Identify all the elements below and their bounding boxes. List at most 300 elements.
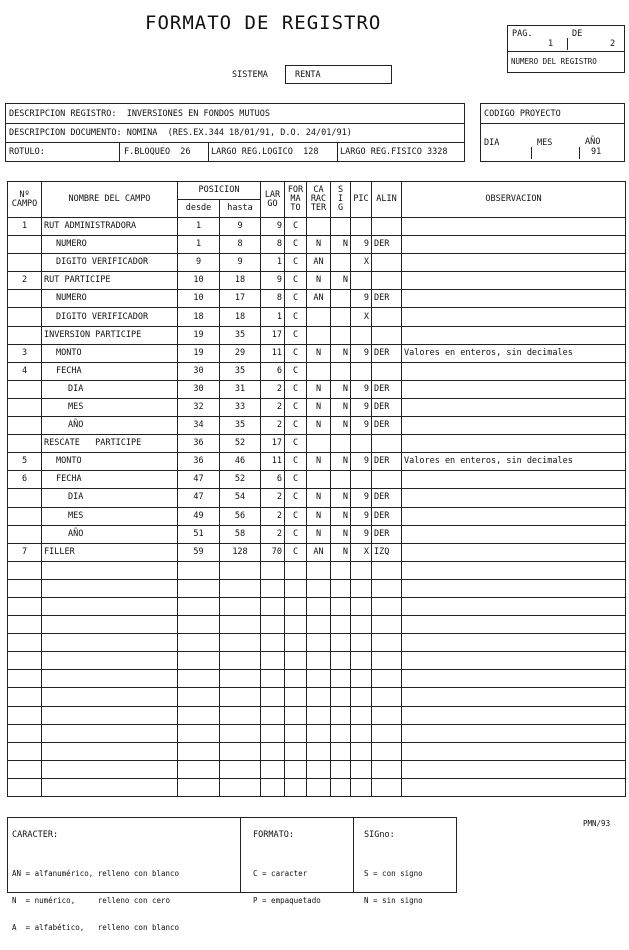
cell-no bbox=[8, 435, 42, 453]
cell-desde: 19 bbox=[178, 344, 220, 362]
cell-obs bbox=[402, 218, 626, 236]
empty-cell bbox=[402, 778, 626, 796]
empty-cell bbox=[42, 561, 178, 579]
table-row bbox=[8, 398, 626, 416]
cell-largo: 1 bbox=[261, 308, 285, 326]
cell-sig bbox=[331, 326, 351, 344]
empty-cell bbox=[8, 616, 42, 634]
cell-sig: N bbox=[331, 236, 351, 254]
empty-cell bbox=[8, 561, 42, 579]
cell-car: N bbox=[307, 398, 331, 416]
cell-obs bbox=[402, 398, 626, 416]
signo-line: N = sin signo bbox=[364, 896, 423, 905]
cell-fmt: C bbox=[285, 326, 307, 344]
empty-cell bbox=[351, 688, 372, 706]
empty-cell bbox=[261, 688, 285, 706]
cell-name: FECHA bbox=[42, 362, 178, 380]
pag-label: PAG. bbox=[512, 29, 533, 39]
cell-name: MONTO bbox=[42, 344, 178, 362]
empty-cell bbox=[8, 760, 42, 778]
cell-name: RUT PARTICIPE bbox=[42, 272, 178, 290]
cell-car: N bbox=[307, 525, 331, 543]
empty-cell bbox=[285, 616, 307, 634]
cell-sig bbox=[331, 308, 351, 326]
date-divider-1 bbox=[531, 147, 532, 159]
empty-cell bbox=[8, 579, 42, 597]
empty-cell bbox=[402, 724, 626, 742]
empty-cell bbox=[372, 634, 402, 652]
cell-pic: 9 bbox=[351, 236, 372, 254]
empty-cell bbox=[8, 706, 42, 724]
cell-pic: 9 bbox=[351, 507, 372, 525]
cell-no bbox=[8, 398, 42, 416]
cell-sig: N bbox=[331, 398, 351, 416]
cell-name: NUMERO bbox=[42, 236, 178, 254]
cell-obs bbox=[402, 507, 626, 525]
cell-hasta: 33 bbox=[220, 398, 261, 416]
cell-obs bbox=[402, 272, 626, 290]
formato-line: P = empaquetado bbox=[253, 896, 321, 905]
cell-largo: 6 bbox=[261, 471, 285, 489]
cell-desde: 18 bbox=[178, 308, 220, 326]
empty-cell bbox=[307, 724, 331, 742]
cell-alin bbox=[372, 218, 402, 236]
cell-car: N bbox=[307, 507, 331, 525]
codigo-line bbox=[481, 123, 624, 124]
cell-largo: 6 bbox=[261, 362, 285, 380]
rotulo-divider bbox=[119, 142, 120, 161]
cell-pic: X bbox=[351, 308, 372, 326]
empty-cell bbox=[42, 760, 178, 778]
cell-desde: 47 bbox=[178, 489, 220, 507]
empty-cell bbox=[307, 778, 331, 796]
empty-cell bbox=[351, 760, 372, 778]
empty-cell bbox=[351, 579, 372, 597]
cell-no bbox=[8, 489, 42, 507]
signo-title: SIGno: bbox=[364, 830, 395, 840]
cell-car bbox=[307, 326, 331, 344]
empty-cell bbox=[351, 652, 372, 670]
cell-largo: 2 bbox=[261, 525, 285, 543]
empty-cell bbox=[42, 634, 178, 652]
table-row bbox=[8, 453, 626, 471]
cell-name: DIA bbox=[42, 489, 178, 507]
cell-sig: N bbox=[331, 380, 351, 398]
cell-sig: N bbox=[331, 543, 351, 561]
table-row bbox=[8, 272, 626, 290]
cell-sig bbox=[331, 471, 351, 489]
pag-divider bbox=[567, 38, 568, 50]
empty-cell bbox=[42, 742, 178, 760]
description-block bbox=[5, 103, 465, 162]
empty-cell bbox=[285, 561, 307, 579]
cell-no: 7 bbox=[8, 543, 42, 561]
cell-hasta: 9 bbox=[220, 218, 261, 236]
cell-hasta: 52 bbox=[220, 435, 261, 453]
empty-cell bbox=[402, 597, 626, 615]
cell-name: RUT ADMINISTRADORA bbox=[42, 218, 178, 236]
largo-fisico: LARGO REG.FISICO 3328 bbox=[340, 147, 448, 157]
empty-cell bbox=[178, 616, 220, 634]
cell-fmt: C bbox=[285, 453, 307, 471]
cell-hasta: 35 bbox=[220, 326, 261, 344]
header-observacion: OBSERVACION bbox=[402, 182, 626, 218]
cell-fmt: C bbox=[285, 525, 307, 543]
table-row bbox=[8, 380, 626, 398]
caracter-line: AN = alfanumérico, relleno con blanco bbox=[12, 869, 180, 878]
cell-alin bbox=[372, 471, 402, 489]
cell-fmt: C bbox=[285, 471, 307, 489]
cell-pic: 9 bbox=[351, 525, 372, 543]
cell-desde: 1 bbox=[178, 236, 220, 254]
empty-cell bbox=[351, 670, 372, 688]
cell-obs bbox=[402, 380, 626, 398]
table-row bbox=[8, 525, 626, 543]
cell-no bbox=[8, 380, 42, 398]
table-row bbox=[8, 362, 626, 380]
empty-cell bbox=[307, 561, 331, 579]
cell-pic: 9 bbox=[351, 489, 372, 507]
document-title: FORMATO DE REGISTRO bbox=[145, 12, 382, 34]
numero-registro-label: NUMERO DEL REGISTRO bbox=[511, 57, 597, 66]
signo-legend bbox=[364, 851, 423, 923]
empty-cell bbox=[8, 670, 42, 688]
empty-cell bbox=[351, 616, 372, 634]
cell-desde: 10 bbox=[178, 290, 220, 308]
empty-cell bbox=[261, 724, 285, 742]
cell-obs bbox=[402, 471, 626, 489]
table-row bbox=[8, 218, 626, 236]
empty-cell bbox=[178, 706, 220, 724]
cell-largo: 17 bbox=[261, 435, 285, 453]
cell-largo: 70 bbox=[261, 543, 285, 561]
cell-sig: N bbox=[331, 417, 351, 435]
cell-alin: DER bbox=[372, 380, 402, 398]
cell-pic: 9 bbox=[351, 290, 372, 308]
empty-row bbox=[8, 670, 626, 688]
cell-desde: 19 bbox=[178, 326, 220, 344]
cell-desde: 32 bbox=[178, 398, 220, 416]
empty-row bbox=[8, 778, 626, 796]
empty-row bbox=[8, 706, 626, 724]
cell-pic: 9 bbox=[351, 344, 372, 362]
cell-fmt: C bbox=[285, 489, 307, 507]
cell-no: 2 bbox=[8, 272, 42, 290]
caracter-line: N = numérico, relleno con cero bbox=[12, 896, 171, 905]
cell-alin bbox=[372, 362, 402, 380]
table-row bbox=[8, 489, 626, 507]
cell-obs bbox=[402, 254, 626, 272]
cell-pic: 9 bbox=[351, 380, 372, 398]
empty-cell bbox=[331, 706, 351, 724]
empty-cell bbox=[372, 706, 402, 724]
cell-obs bbox=[402, 435, 626, 453]
cell-obs bbox=[402, 308, 626, 326]
cell-sig bbox=[331, 254, 351, 272]
empty-cell bbox=[402, 616, 626, 634]
table-row bbox=[8, 290, 626, 308]
empty-cell bbox=[178, 670, 220, 688]
cell-no bbox=[8, 290, 42, 308]
cell-name: NUMERO bbox=[42, 290, 178, 308]
empty-cell bbox=[285, 688, 307, 706]
cell-obs bbox=[402, 236, 626, 254]
empty-cell bbox=[402, 652, 626, 670]
cell-name: DIA bbox=[42, 380, 178, 398]
cell-fmt: C bbox=[285, 290, 307, 308]
table-row bbox=[8, 417, 626, 435]
caracter-line: A = alfabético, relleno con blanco bbox=[12, 923, 180, 932]
cell-car: AN bbox=[307, 543, 331, 561]
cell-car bbox=[307, 218, 331, 236]
cell-largo: 17 bbox=[261, 326, 285, 344]
cell-no: 1 bbox=[8, 218, 42, 236]
cell-desde: 47 bbox=[178, 471, 220, 489]
cell-pic bbox=[351, 326, 372, 344]
empty-row bbox=[8, 760, 626, 778]
empty-cell bbox=[307, 760, 331, 778]
cell-sig bbox=[331, 362, 351, 380]
cell-fmt: C bbox=[285, 380, 307, 398]
empty-cell bbox=[178, 561, 220, 579]
cell-obs bbox=[402, 489, 626, 507]
empty-cell bbox=[42, 579, 178, 597]
cell-largo: 9 bbox=[261, 218, 285, 236]
empty-cell bbox=[402, 706, 626, 724]
table-row bbox=[8, 326, 626, 344]
empty-cell bbox=[220, 616, 261, 634]
cell-no bbox=[8, 326, 42, 344]
empty-cell bbox=[372, 561, 402, 579]
cell-car bbox=[307, 471, 331, 489]
header-no-campo: Nº CAMPO bbox=[8, 182, 42, 218]
empty-row bbox=[8, 652, 626, 670]
cell-pic bbox=[351, 218, 372, 236]
cell-pic: X bbox=[351, 254, 372, 272]
empty-cell bbox=[331, 760, 351, 778]
empty-cell bbox=[261, 616, 285, 634]
empty-cell bbox=[331, 724, 351, 742]
cell-no: 3 bbox=[8, 344, 42, 362]
cell-desde: 34 bbox=[178, 417, 220, 435]
desc-line-1 bbox=[6, 123, 464, 124]
cell-obs bbox=[402, 525, 626, 543]
empty-cell bbox=[8, 688, 42, 706]
cell-fmt: C bbox=[285, 344, 307, 362]
desc-line-2 bbox=[6, 142, 464, 143]
cell-alin: DER bbox=[372, 489, 402, 507]
cell-sig bbox=[331, 290, 351, 308]
empty-cell bbox=[220, 579, 261, 597]
empty-cell bbox=[42, 616, 178, 634]
cell-hasta: 29 bbox=[220, 344, 261, 362]
cell-alin: DER bbox=[372, 344, 402, 362]
empty-cell bbox=[42, 670, 178, 688]
cell-obs: Valores en enteros, sin decimales bbox=[402, 453, 626, 471]
empty-cell bbox=[261, 742, 285, 760]
empty-cell bbox=[285, 724, 307, 742]
cell-no: 4 bbox=[8, 362, 42, 380]
cell-no bbox=[8, 236, 42, 254]
cell-desde: 1 bbox=[178, 218, 220, 236]
cell-alin: DER bbox=[372, 525, 402, 543]
empty-row bbox=[8, 597, 626, 615]
empty-cell bbox=[331, 597, 351, 615]
empty-cell bbox=[8, 652, 42, 670]
empty-cell bbox=[261, 652, 285, 670]
logico-divider bbox=[337, 142, 338, 161]
cell-car: N bbox=[307, 453, 331, 471]
cell-alin: IZQ bbox=[372, 543, 402, 561]
empty-cell bbox=[261, 778, 285, 796]
empty-cell bbox=[372, 688, 402, 706]
sistema-label: SISTEMA bbox=[232, 70, 268, 80]
empty-cell bbox=[331, 742, 351, 760]
legend-divider-2 bbox=[353, 818, 354, 892]
cell-largo: 8 bbox=[261, 290, 285, 308]
empty-cell bbox=[402, 688, 626, 706]
cell-alin: DER bbox=[372, 417, 402, 435]
empty-cell bbox=[307, 652, 331, 670]
empty-cell bbox=[351, 706, 372, 724]
empty-cell bbox=[402, 760, 626, 778]
empty-cell bbox=[307, 579, 331, 597]
empty-cell bbox=[372, 778, 402, 796]
legend-divider-1 bbox=[240, 818, 241, 892]
empty-cell bbox=[42, 724, 178, 742]
cell-name: FILLER bbox=[42, 543, 178, 561]
empty-cell bbox=[331, 778, 351, 796]
cell-sig: N bbox=[331, 344, 351, 362]
empty-cell bbox=[307, 634, 331, 652]
header-posicion: POSICION bbox=[178, 182, 261, 200]
cell-obs bbox=[402, 326, 626, 344]
largo-logico: LARGO REG.LOGICO 128 bbox=[211, 147, 319, 157]
cell-largo: 11 bbox=[261, 344, 285, 362]
codigo-proyecto-box bbox=[480, 103, 625, 162]
header-largo: LAR GO bbox=[261, 182, 285, 218]
de-label: DE bbox=[572, 29, 583, 39]
header-nombre: NOMBRE DEL CAMPO bbox=[42, 182, 178, 218]
empty-cell bbox=[42, 597, 178, 615]
cell-largo: 11 bbox=[261, 453, 285, 471]
cell-name: MES bbox=[42, 507, 178, 525]
form-code: PMN/93 bbox=[583, 819, 611, 828]
empty-cell bbox=[261, 634, 285, 652]
empty-cell bbox=[351, 742, 372, 760]
empty-cell bbox=[331, 652, 351, 670]
cell-hasta: 17 bbox=[220, 290, 261, 308]
cell-desde: 30 bbox=[178, 362, 220, 380]
table-row bbox=[8, 344, 626, 362]
cell-hasta: 128 bbox=[220, 543, 261, 561]
empty-cell bbox=[351, 634, 372, 652]
cell-obs bbox=[402, 290, 626, 308]
empty-row bbox=[8, 561, 626, 579]
cell-hasta: 46 bbox=[220, 453, 261, 471]
cell-pic: 9 bbox=[351, 453, 372, 471]
cell-fmt: C bbox=[285, 236, 307, 254]
rotulo: ROTULO: bbox=[9, 147, 45, 157]
cell-desde: 10 bbox=[178, 272, 220, 290]
empty-cell bbox=[178, 634, 220, 652]
table-row bbox=[8, 254, 626, 272]
cell-hasta: 31 bbox=[220, 380, 261, 398]
cell-desde: 36 bbox=[178, 453, 220, 471]
dia-label: DIA bbox=[484, 138, 500, 148]
empty-cell bbox=[307, 742, 331, 760]
empty-row bbox=[8, 724, 626, 742]
ano-label: AÑO bbox=[585, 137, 601, 147]
empty-cell bbox=[8, 778, 42, 796]
caracter-title: CARACTER: bbox=[12, 830, 59, 840]
empty-cell bbox=[285, 652, 307, 670]
empty-cell bbox=[372, 652, 402, 670]
empty-cell bbox=[220, 760, 261, 778]
cell-hasta: 8 bbox=[220, 236, 261, 254]
cell-no: 5 bbox=[8, 453, 42, 471]
empty-cell bbox=[220, 778, 261, 796]
cell-sig: N bbox=[331, 453, 351, 471]
empty-cell bbox=[220, 561, 261, 579]
empty-cell bbox=[372, 724, 402, 742]
cell-name: RESCATE PARTICIPE bbox=[42, 435, 178, 453]
cell-hasta: 52 bbox=[220, 471, 261, 489]
cell-hasta: 18 bbox=[220, 308, 261, 326]
table-row bbox=[8, 308, 626, 326]
empty-cell bbox=[285, 597, 307, 615]
ano-value: 91 bbox=[591, 147, 602, 157]
cell-car: N bbox=[307, 417, 331, 435]
empty-cell bbox=[220, 742, 261, 760]
cell-alin: DER bbox=[372, 398, 402, 416]
empty-cell bbox=[285, 579, 307, 597]
table-row bbox=[8, 507, 626, 525]
cell-hasta: 56 bbox=[220, 507, 261, 525]
cell-hasta: 9 bbox=[220, 254, 261, 272]
empty-cell bbox=[331, 688, 351, 706]
cell-car: N bbox=[307, 272, 331, 290]
pag-separator bbox=[508, 51, 624, 52]
cell-largo: 2 bbox=[261, 507, 285, 525]
cell-alin: DER bbox=[372, 453, 402, 471]
cell-largo: 2 bbox=[261, 380, 285, 398]
empty-cell bbox=[8, 597, 42, 615]
cell-sig: N bbox=[331, 272, 351, 290]
cell-pic bbox=[351, 362, 372, 380]
cell-name: FECHA bbox=[42, 471, 178, 489]
cell-car bbox=[307, 362, 331, 380]
cell-fmt: C bbox=[285, 308, 307, 326]
f-bloqueo: F.BLOQUEO 26 bbox=[124, 147, 191, 157]
empty-cell bbox=[220, 634, 261, 652]
cell-alin bbox=[372, 308, 402, 326]
empty-cell bbox=[42, 688, 178, 706]
empty-cell bbox=[220, 724, 261, 742]
empty-cell bbox=[402, 742, 626, 760]
cell-alin bbox=[372, 435, 402, 453]
bloqueo-divider bbox=[208, 142, 209, 161]
cell-largo: 2 bbox=[261, 489, 285, 507]
de-number: 2 bbox=[610, 39, 616, 49]
fields-table bbox=[7, 181, 626, 797]
cell-alin: DER bbox=[372, 290, 402, 308]
cell-hasta: 35 bbox=[220, 362, 261, 380]
empty-cell bbox=[42, 778, 178, 796]
cell-fmt: C bbox=[285, 435, 307, 453]
cell-pic bbox=[351, 471, 372, 489]
empty-cell bbox=[331, 579, 351, 597]
